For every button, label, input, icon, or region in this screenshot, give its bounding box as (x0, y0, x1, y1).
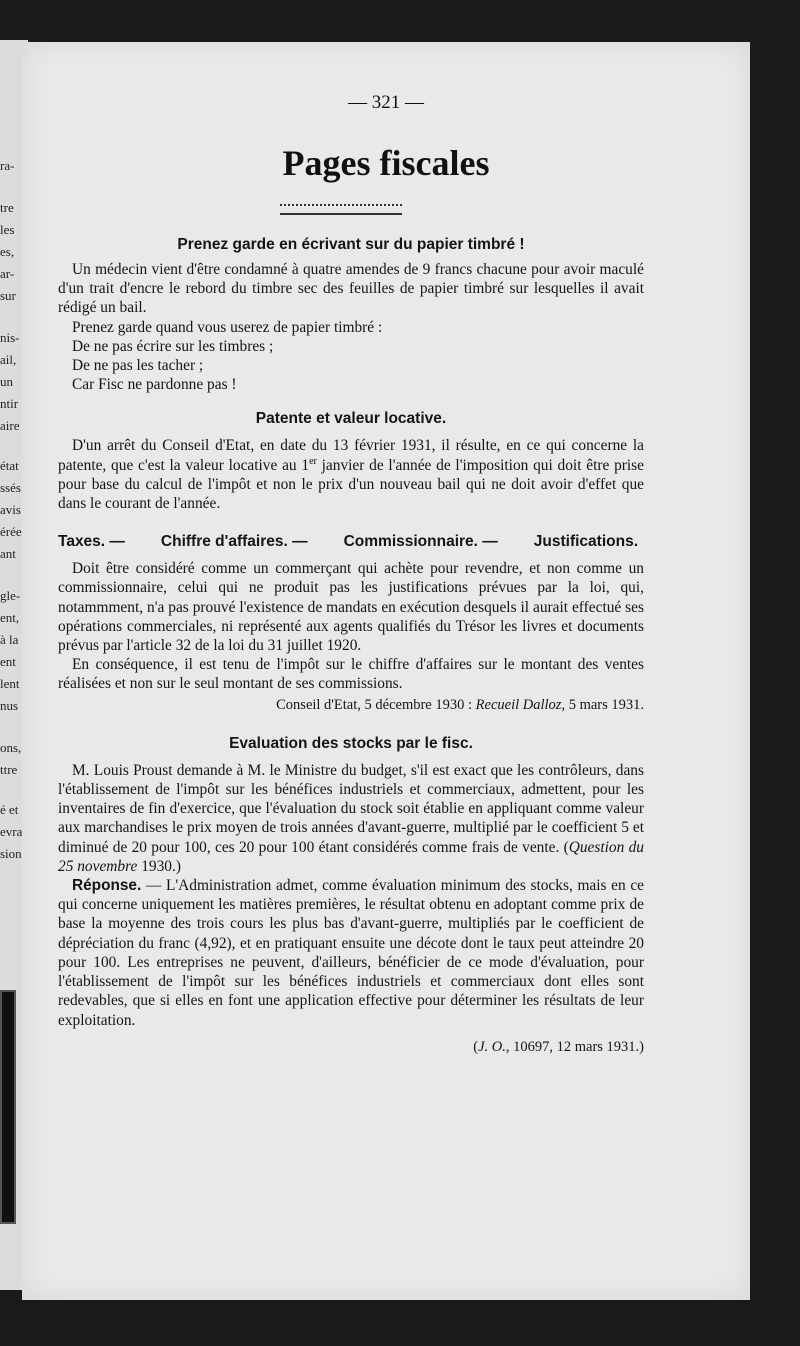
facing-page-text-fragment: gle- (0, 588, 21, 603)
paragraph-question (58, 761, 644, 876)
paragraph-text: — L'Administration admet, comme évaluation minimum des stocks, mais en ce qui concerne uniquement les matières premières, le résultat obtenu en adoptant comme prix de base la moyenne des trois cours les plus bas d'avant-guerre, multipliés par le coefficient de dépréciation du franc (4,92), et en pratiquant ensuite une décote dont le taux peut atteindre 20 pour 100. Les entreprises ne peuvent, d'ailleurs, bénéficier de ce mode d'évaluation, pour l'établissement de l'impôt sur les bénéfices industriels et commerciaux dont elles sont redevables, que si elles en font une application effective pour déterminer les résultats de leur exploitation. (58, 877, 644, 1029)
citation-text: Conseil d'Etat, 5 décembre 1930 : (276, 696, 476, 713)
paragraph-patente (58, 436, 644, 513)
paragraph-text: D'un arrêt du Conseil d'Etat, en date du 13 février 1931, il résulte, en ce qui concerne la patente, que c'est la valeur locative au 1 (58, 437, 644, 474)
facing-page-text-fragment: ent, (0, 610, 20, 625)
facing-page-text-fragment: aire (0, 418, 20, 433)
paragraph-taxes-1: Doit être considéré comme un commerçant qui achète pour revendre, et non comme un commissionnaire, celui qui ne produit pas les justifications prévues par la loi, qui, notammment, n'a pas prouvé l'existence de mandats en exécution desquels il aurait effectué ses opérations commerciales, ni représenté aux agents qualifiés du Trésor les livres et documents prévus par l'article 32 de la loi du 31 juillet 1920. (58, 560, 644, 655)
section-heading-patente: Patente et valeur locative. (255, 410, 447, 428)
source-citation-jo (58, 1038, 644, 1057)
paragraph-text: M. Louis Proust demande à M. le Ministre du budget, s'il est exact que les contrôleurs, dans l'établissement de l'impôt sur les bénéfices industriels et commerciaux, admettent, pour les inventaires de fin d'exercice, que l'évaluation du stock soit établie en appliquant comme valeur aux marchandises le prix moyen de trois années d'avant-guerre, multiplié par le coefficient 5 et diminué de 20 pour 100, ces 20 pour 100 étant considérés comme frais de vente. ( (58, 761, 644, 856)
facing-page-text-fragment: es, (0, 244, 15, 259)
facing-page-text-fragment: nus (0, 698, 19, 713)
paragraph-taxes-2: En conséquence, il est tenu de l'impôt sur le chiffre d'affaires sur le montant des ventes réalisées et non sur le seul montant de ses commissions. (58, 656, 644, 693)
paragraph-text: 1930.) (137, 857, 181, 875)
page-title: Pages fiscales (282, 143, 490, 183)
citation-text: , 5 mars 1931. (561, 696, 644, 713)
heading-part: Taxes. — (58, 533, 125, 551)
facing-page-text-fragment: ntir (0, 396, 19, 411)
verse-line: Prenez garde quand vous userez de papier timbré : (72, 318, 383, 336)
facing-page-text-fragment: les (0, 222, 15, 237)
verse-line: De ne pas les tacher ; (72, 357, 204, 375)
source-citation-conseil-etat (58, 696, 644, 715)
facing-page-text-fragment: ant (0, 546, 16, 561)
facing-page-text-fragment: é et (0, 802, 19, 817)
facing-page-text-fragment: un (0, 374, 13, 389)
document-page (22, 42, 750, 1300)
facing-page-text-fragment: ons, (0, 740, 22, 755)
superscript: er (309, 455, 317, 467)
facing-page-text-fragment: état (0, 458, 19, 473)
facing-page-text-fragment: sion (0, 846, 22, 861)
facing-page-text-fragment: érée (0, 524, 22, 539)
facing-page-text-fragment: tre (0, 200, 14, 215)
citation-journal: J. O. (478, 1038, 506, 1055)
verse-line: Car Fisc ne pardonne pas ! (72, 376, 237, 394)
paragraph-text: janvier de l'année de l'imposition qui doit être prise pour base du calcul de l'impôt et non le prix d'un nouveau bail qui ne doit avoir d'effet que dans le courant de l'année. (58, 456, 644, 513)
question-date: Question du 25 novembre (58, 838, 645, 875)
facing-page-text-fragment: nis- (0, 330, 20, 345)
answer-label: Réponse. (72, 877, 142, 895)
facing-page-text-fragment: ttre (0, 762, 18, 777)
section-heading-stocks: Evaluation des stocks par le fisc. (229, 734, 473, 752)
facing-page-text-fragment: ail, (0, 352, 17, 367)
facing-page-text-fragment: sur (0, 288, 16, 303)
title-rule (280, 204, 402, 215)
section-heading-taxes (58, 531, 644, 553)
facing-page-text-fragment: ent (0, 654, 16, 669)
facing-page-text-fragment: à la (0, 632, 19, 647)
facing-page-text-fragment: lent (0, 676, 20, 691)
verse-line: De ne pas écrire sur les timbres ; (72, 337, 274, 355)
section-heading-papier-timbre: Prenez garde en écrivant sur du papier timbré ! (177, 236, 525, 253)
article-body (58, 230, 644, 1057)
heading-part: Commissionnaire. — (343, 533, 498, 551)
facing-page-text-fragment: evra (0, 824, 23, 839)
citation-journal: Recueil Dalloz (475, 696, 562, 713)
paragraph-papier-timbre: Un médecin vient d'être condamné à quatre amendes de 9 francs chacune pour avoir maculé d'un trait d'encre le rebord du timbre sec des feuilles de papier timbré sur lesquelles il avait rédigé un bail. (58, 261, 644, 317)
facing-page-image-block (0, 990, 16, 1224)
facing-page-text-fragment: ar- (0, 266, 15, 281)
facing-page-text-fragment: ssés (0, 480, 21, 495)
heading-part: Chiffre d'affaires. — (160, 533, 308, 551)
facing-page-text-fragment: avis (0, 502, 21, 517)
verse-block (58, 318, 644, 395)
heading-part: Justifications. (533, 533, 638, 551)
citation-text: ( (473, 1038, 479, 1055)
citation-text: , 10697, 12 mars 1931.) (505, 1038, 644, 1055)
facing-page-text-fragment: ra- (0, 158, 15, 173)
paragraph-reponse (58, 876, 644, 1030)
page-number: — 321 — (348, 92, 424, 113)
